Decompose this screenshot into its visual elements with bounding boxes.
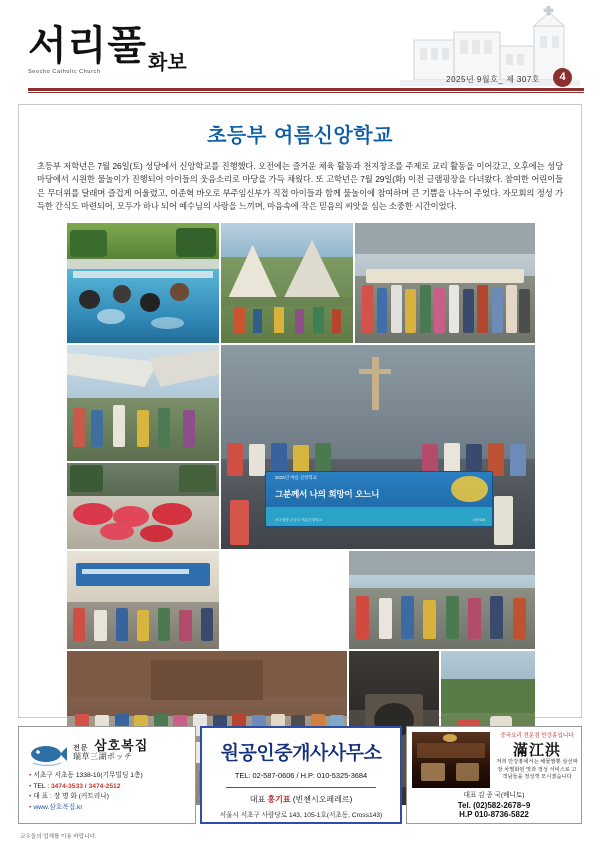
photo-glamping-tents	[221, 223, 353, 343]
ad1-line-address: • 서초구 서초동 1338-10(기무빌딩 1층)	[29, 772, 143, 779]
ad-manganghong[interactable]	[406, 726, 582, 824]
publication-title: 서리풀	[28, 23, 147, 69]
ad2-rep-suffix: (빈첸시오페레르)	[292, 795, 353, 804]
article-body: 초등부 저학년은 7월 26일(토) 성당에서 신앙학교를 진행했다. 오전에는 즐거운 체육 활동과 천지창조를 주제로 교리 활동을 이어갔고, 오후에는 성당 마당에서 시원한 물놀이가 진행되어 아이들의 웃음소리로 마당을 가득 채웠다. 또 고학년은 7월 29일(화) 이전 글램핑장을 다녀왔다. 참여한 어린이들은 무더위를 달래며 즐겁게 어울렸고, 이준혁 바오로 부주임신부가 직접 아이들과 함께 물놀이에 참여하며 큰 기쁨을 나누어 주었다. 자모회의 정성 가득한 간식도 마련되어, 모두가 하나 되어 예수님의 사랑을 느끼며, 마음속에 작은 믿음의 씨앗을 심는 소중한 시간이었다.	[37, 161, 563, 212]
ad3-description: 저희 만강홍에서는 해물짬뽕 삼선짜장 차별화된 맛과 정성 서비스로 고객님들을 정성껏 모시겠습니다	[496, 759, 578, 781]
ad2-representative	[202, 794, 400, 805]
photo-pool-kids	[67, 223, 219, 343]
fish-icon	[27, 737, 67, 771]
ad2-address: 서울시 서초구 사람당로 143, 105-1호(서초동, Cross143)	[219, 812, 383, 819]
footer-note: 교우들의 업체를 이용 바랍니다.	[20, 834, 97, 840]
banner-year-line: 2025년 여름 신앙학교	[274, 474, 317, 480]
ad3-brand: 滿江洪	[512, 741, 561, 759]
ad3-interior-photo	[412, 732, 490, 788]
ad1-line-tel: • TEL : 3474-3533 / 3474-2512	[29, 782, 121, 790]
article-title: 초등부 여름신앙학교	[207, 123, 393, 147]
ad3-rep: 대표 김 종 국(베니토)	[463, 792, 525, 799]
publication-logo	[28, 23, 218, 75]
ad2-rep-name: 홍기표	[267, 795, 291, 804]
ad1-line-rep: • 대 표 : 장 명 화 (커트리나)	[29, 793, 109, 800]
banner-main-line: 그분께서 나의 희망이 오느니	[274, 490, 380, 501]
publication-subtitle: Seocho Catholic Church	[28, 69, 101, 75]
page-number-badge: 4	[553, 68, 572, 87]
ad2-rep-prefix: 대표	[249, 795, 266, 804]
photo-group-classroom	[355, 223, 535, 343]
banner-corner-note: 시편 62:5	[472, 518, 486, 523]
masthead-rule-thin	[28, 92, 584, 93]
masthead	[0, 0, 600, 96]
ad1-subtitle: 瑞草三湖ポッチ	[73, 752, 133, 761]
photo-church-banner-group	[221, 345, 535, 549]
ad1-name: 삼호복집	[94, 739, 149, 754]
ad3-contact	[412, 791, 576, 820]
ad1-line-url: • www.삼호복집.kr	[29, 803, 83, 811]
photo-indoor-program	[67, 551, 219, 649]
issue-info: 2025년 9월호_ 제 307호	[446, 75, 540, 84]
ad2-divider	[226, 787, 376, 788]
ad1-prefix: 전문	[73, 744, 89, 752]
ad-wongong-realty[interactable]	[200, 726, 402, 824]
article-frame	[18, 104, 582, 718]
ad3-tel: Tel. (02)582-2678~9	[457, 800, 531, 810]
publication-section-label: 화보	[148, 50, 187, 74]
ad3-header: 중국요리 전문점 만강홍입니다	[500, 733, 574, 739]
ad2-title: 원공인중개사사무소	[220, 742, 382, 764]
advertisement-row	[18, 726, 582, 824]
photo-water-play-yard	[349, 551, 535, 649]
ad-samho-bokjip[interactable]	[18, 726, 196, 824]
banner-sub-line: 서초성당 초등부 여름신앙학교	[274, 517, 323, 522]
masthead-rule-thick	[28, 88, 584, 91]
ad3-hp: H.P 010-8736-5822	[459, 810, 529, 819]
ad1-contact-lines	[29, 771, 189, 813]
photo-outdoor-shade	[67, 345, 219, 461]
ad2-telephone: TEL: 02-587-0606 / H.P: 010-5325-3684	[234, 771, 368, 780]
event-banner	[265, 471, 493, 526]
photo-watermelon-snack	[67, 463, 219, 549]
